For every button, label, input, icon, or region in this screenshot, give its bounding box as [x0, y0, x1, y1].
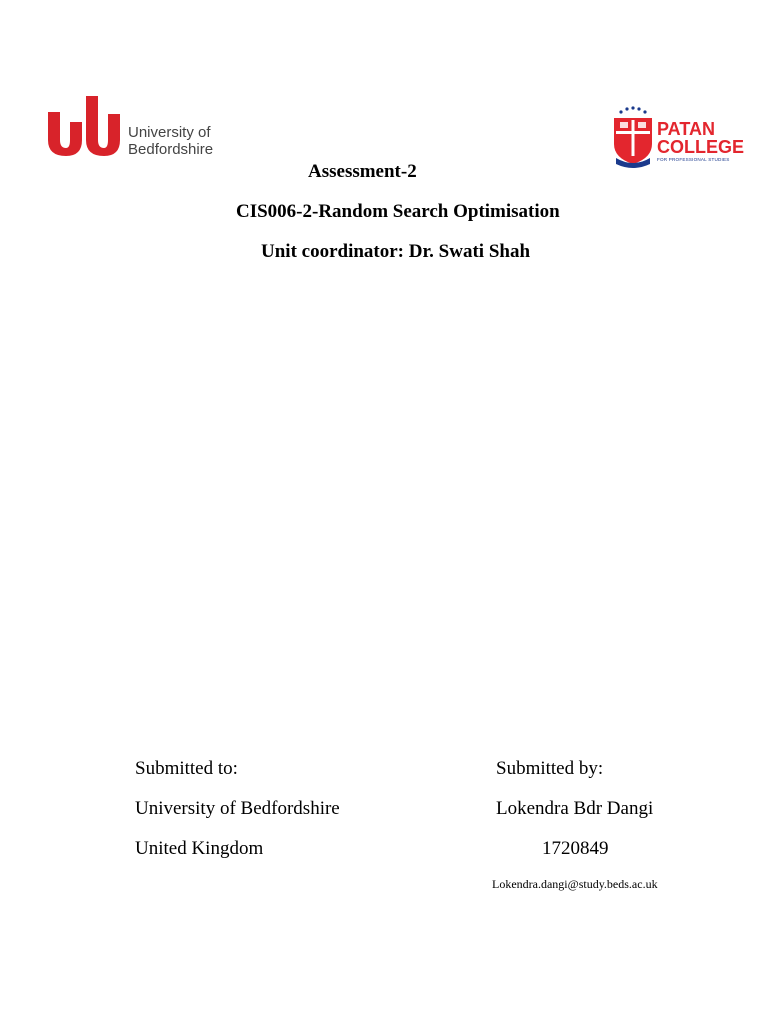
submitted-by-label: Submitted by: — [496, 758, 604, 779]
uob-mark-icon — [46, 92, 126, 162]
patan-wordmark-line1: PATAN — [657, 119, 715, 139]
patan-tagline: FOR PROFESSIONAL STUDIES — [657, 157, 730, 162]
assessment-title: Assessment-2 — [308, 161, 417, 182]
patan-wordmark-line2: COLLEGE — [657, 137, 745, 157]
uob-wordmark-line2: Bedfordshire — [128, 141, 214, 158]
uob-wordmark-line1: University of — [128, 124, 211, 141]
patan-crest-icon — [610, 104, 656, 170]
student-id: 1720849 — [542, 838, 609, 859]
submitted-to-university: University of Bedfordshire — [135, 798, 340, 819]
submitted-by-name: Lokendra Bdr Dangi — [496, 798, 654, 819]
student-email: Lokendra.dangi@study.beds.ac.uk — [492, 877, 658, 891]
course-title: CIS006-2-Random Search Optimisation — [236, 201, 560, 222]
uob-wordmark — [128, 124, 213, 158]
submitted-to-label: Submitted to: — [135, 758, 238, 779]
submitted-to-country: United Kingdom — [135, 838, 264, 859]
unit-coordinator: Unit coordinator: Dr. Swati Shah — [261, 241, 531, 262]
